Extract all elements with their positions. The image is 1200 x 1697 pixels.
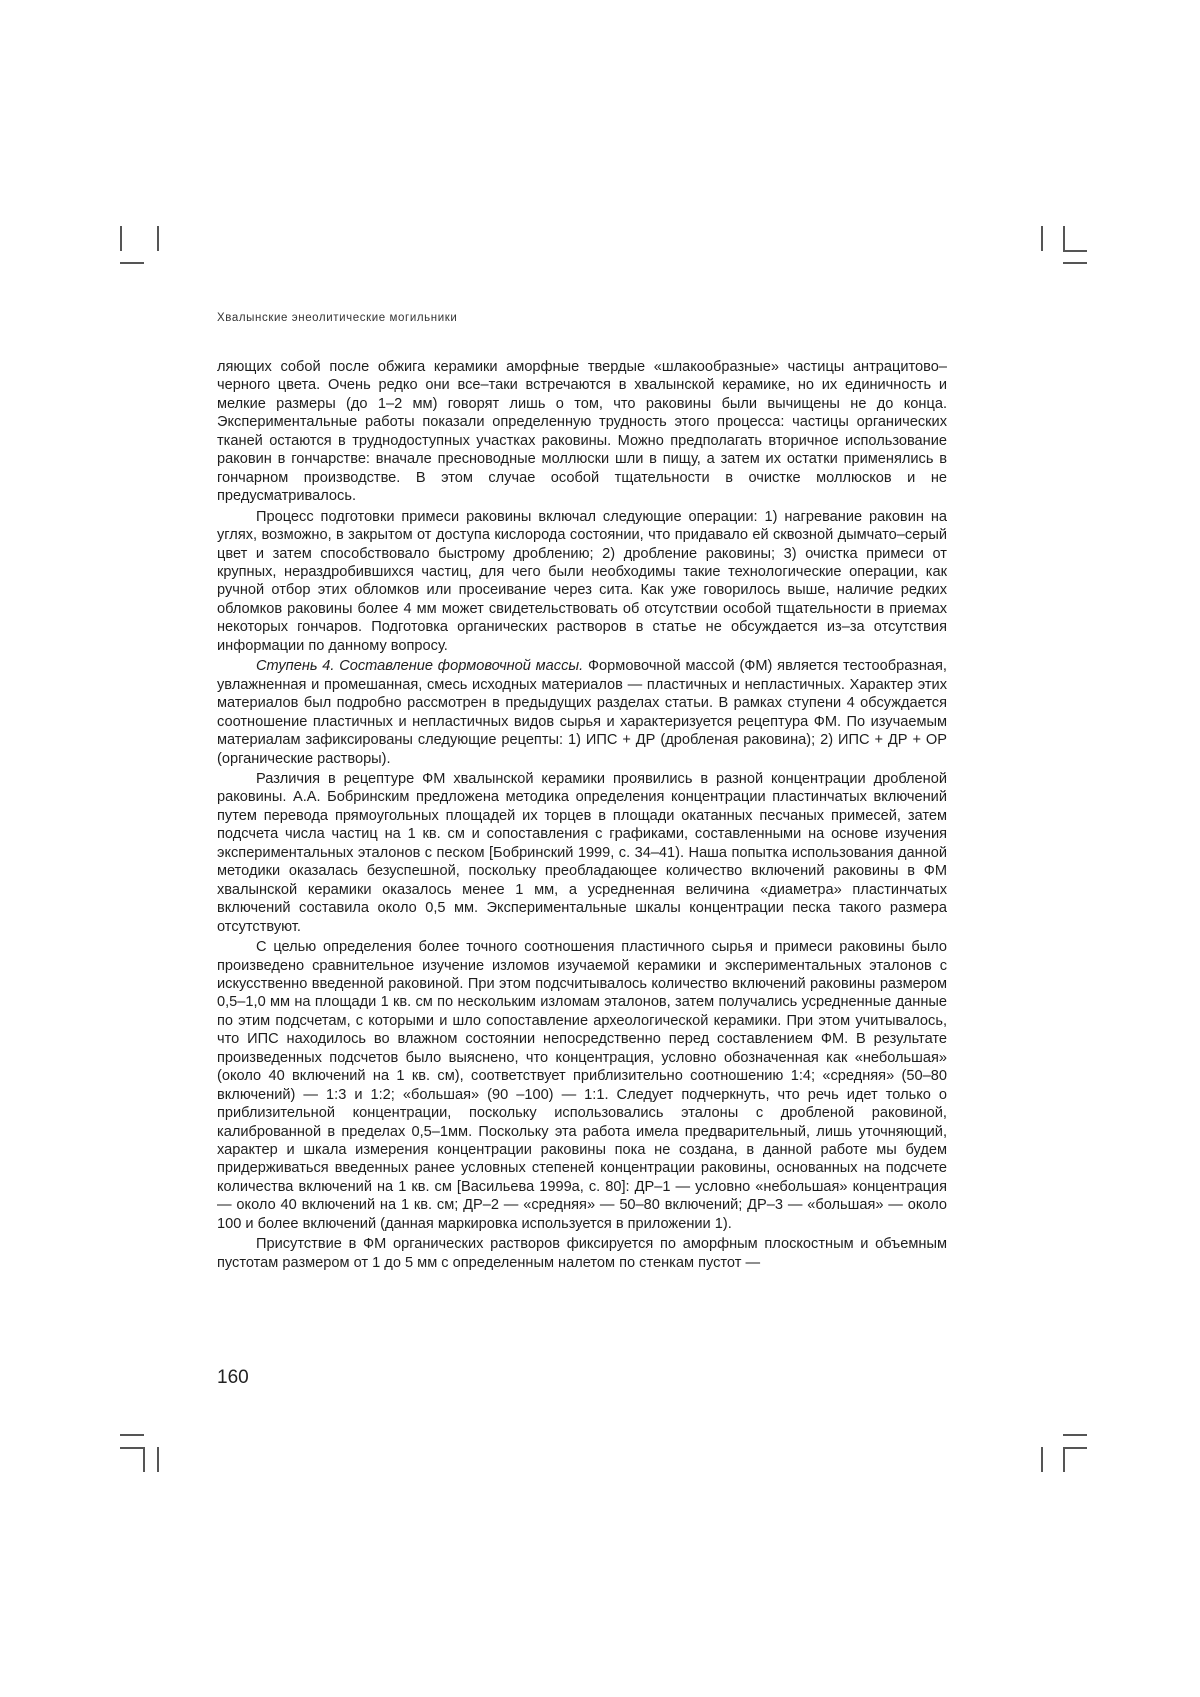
running-head: Хвалынские энеолитические могильники (217, 312, 458, 324)
paragraph: С целью определения более точного соотношения пластичного сырья и примеси раковины было произведено сравнительное изучение изломов изучаемой керамики и экспериментальных эталонов с искусственно введенной раковиной. При этом подсчитывалось количество включений раковины размером 0,5–1,0 мм на площади 1 кв. см по нескольким изломам эталонов, затем получались усредненные данные по этим подсчетам, с которыми и шло сопоставление археологической керамики. При этом учитывалось, что ИПС находилось во влажном состоянии непосредственно перед составлением ФМ. В результате произведенных подсчетов было выяснено, что концентрация, условно обозначенная как «небольшая» (около 40 включений на 1 кв. см), соответствует приблизительно соотношению 1:4; «средняя» (50–80 включений) — 1:3 и 1:2; «большая» (90 –100) — 1:1. Следует подчеркнуть, что речь идет только о приблизительной концентрации, поскольку использовались эталоны с дробленой раковиной, калиброванной в пределах 0,5–1мм. Поскольку эта работа имела предварительный, лишь уточняющий, характер и шкала измерения концентрации раковины пока не создана, в данной работе мы будем придерживаться введенных ранее условных степеней концентрации раковины, основанных на подсчете количества включений на 1 кв. см [Васильева 1999а, с. 80]: ДР–1 — условно «небольшая» концентрация — около 40 включений на 1 кв. см; ДР–2 — «средняя» — 50–80 включений; ДР–3 — «большая» — около 100 и более включений (данная маркировка используется в приложении 1). (217, 939, 947, 1232)
section-lead-italic: Ступень 4. Составление формовочной массы. (256, 658, 584, 675)
paragraph: Присутствие в ФМ органических растворов фиксируется по аморфным плоскостным и объемным пустотам размером от 1 до 5 мм с определенным налетом по стенкам пустот — (217, 1236, 947, 1271)
paragraph: ляющих собой после обжига керамики аморфные твердые «шлакообразные» частицы антрацитово–черного цвета. Очень редко они все–таки встречаются в хвалынской керамике, но их единичность и мелкие размеры (до 1–2 мм) говорят лишь о том, что раковины были вычищены не до конца. Экспериментальные работы показали определенную трудность этого процесса: частицы органических тканей остаются в труднодоступных участках раковины. Можно предполагать вторичное использование раковин в гончарстве: вначале пресноводные моллюски шли в пищу, а затем их остатки применялись в гончарном производстве. В этом случае особой тщательности в очистке моллюсков и не предусматривалось. (217, 359, 947, 505)
paragraph: Различия в рецептуре ФМ хвалынской керамики проявились в разной концентрации дробленой раковины. А.А. Бобринским предложена методика определения концентрации пластинчатых включений путем перевода прямоугольных площадей их торцев в площади окатанных песчаных примесей, затем подсчета числа частиц на 1 кв. см и сопоставления с графиками, составленными на основе изучения экспериментальных эталонов с песком [Бобринский 1999, с. 34–41). Наша попытка использования данной методики оказалась безуспешной, поскольку преобладающее количество включений раковины в ФМ хвалынской керамики оказалось менее 1 мм, а усредненная величина «диаметра» пластинчатых включений составила около 0,5 мм. Экспериментальные шкалы концентрации песка такого размера отсутствуют. (217, 770, 947, 935)
body-text (217, 358, 947, 1272)
paragraph (217, 657, 947, 768)
paragraph-text: Формовочной массой (ФМ) является тестообразная, увлажненная и промешанная, смесь исходных материалов — пластичных и непластичных. Характер этих материалов был подробно рассмотрен в предыдущих разделах статьи. В рамках ступени 4 обсуждается соотношение пластичных и непластичных видов сырья и характеризуется рецептура ФМ. По изучаемым материалам зафиксированы следующие рецепты: 1) ИПС + ДР (дробленая раковина); 2) ИПС + ДР + ОР (органические растворы). (217, 658, 947, 767)
page-number: 160 (217, 1367, 249, 1388)
paragraph: Процесс подготовки примеси раковины включал следующие операции: 1) нагревание раковин на углях, возможно, в закрытом от доступа кислорода состоянии, что придавало ей сквозной дымчато–серый цвет и затем способствовало быстрому дроблению; 2) дробление раковины; 3) очистка примеси от крупных, нераздробившихся частиц, для чего были необходимы такие технологические операции, как ручной отбор этих обломков или просеивание через сита. Как уже говорилось выше, наличие редких обломков раковины более 4 мм может свидетельствовать об отсутствии особой тщательности в приемах некоторых гончаров. Подготовка органических растворов в статье не обсуждается из–за отсутствия информации по данному вопросу. (217, 508, 947, 654)
